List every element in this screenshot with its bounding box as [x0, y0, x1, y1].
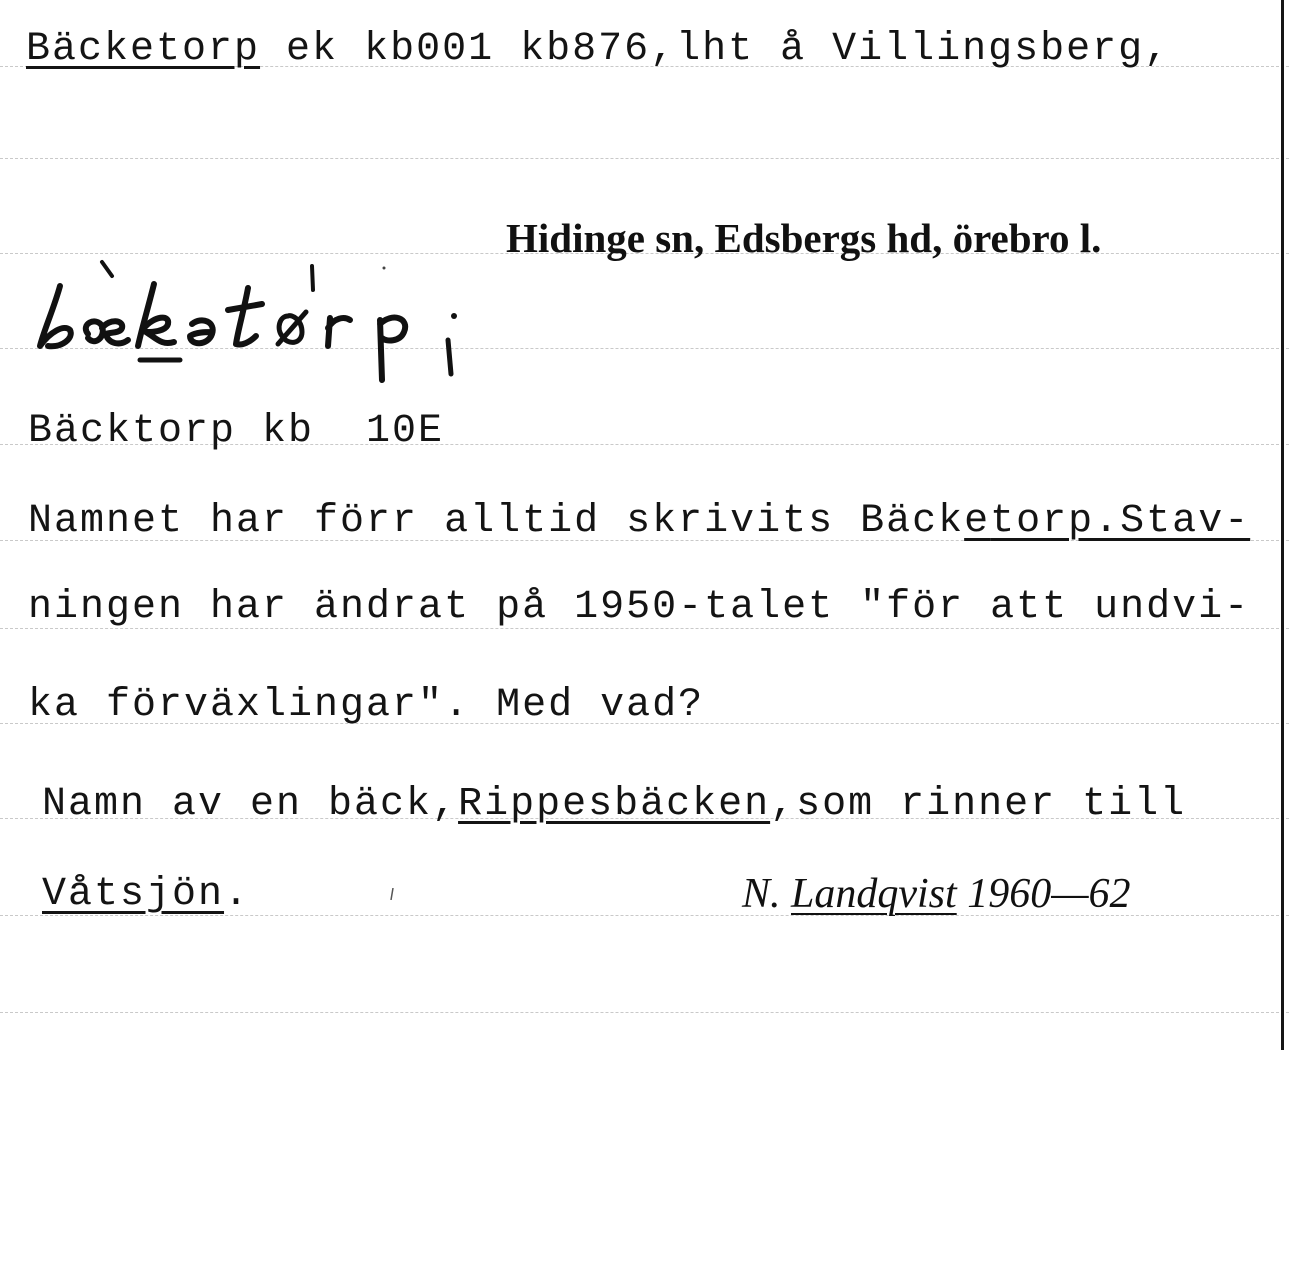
lake-name: Våtsjön	[42, 872, 225, 917]
origin-line-2	[42, 872, 251, 917]
note-line-1	[28, 499, 1251, 544]
ruling-line	[0, 1012, 1289, 1013]
origin-period: .	[224, 872, 251, 917]
heading-details: ek kb001 kb876,lht å Villingsberg,	[260, 27, 1171, 72]
place-name: Bäcketorp	[26, 27, 261, 72]
phonetic-transcription	[30, 258, 480, 388]
parish-header: Hidinge sn, Edsbergs hd, örebro l.	[506, 215, 1102, 261]
ruling-line	[0, 158, 1289, 159]
stream-name: Rippesbäcken	[458, 782, 771, 827]
signature	[742, 870, 1131, 918]
map-reference: Bäcktorp kb 10E	[28, 409, 445, 454]
note-spelling: torp.Stav-	[990, 499, 1251, 544]
origin-text: Namn av en bäck,	[42, 782, 459, 827]
signature-surname: Landqvist	[791, 871, 957, 917]
origin-text-end: ,som rinner till	[770, 782, 1187, 827]
card-edge	[1281, 0, 1284, 1050]
heading-line	[26, 27, 1171, 72]
signature-initial: N.	[742, 871, 792, 917]
signature-years: 1960—62	[956, 871, 1131, 917]
note-emphasis: e	[964, 499, 991, 544]
stray-mark	[390, 888, 394, 900]
origin-line-1	[42, 782, 1187, 827]
note-line-2: ningen har ändrat på 1950-talet "för att undvi-	[28, 585, 1251, 630]
note-text: Namnet har förr alltid skrivits Bäck	[28, 499, 965, 544]
note-line-3: ka förväxlingar". Med vad?	[28, 683, 705, 728]
